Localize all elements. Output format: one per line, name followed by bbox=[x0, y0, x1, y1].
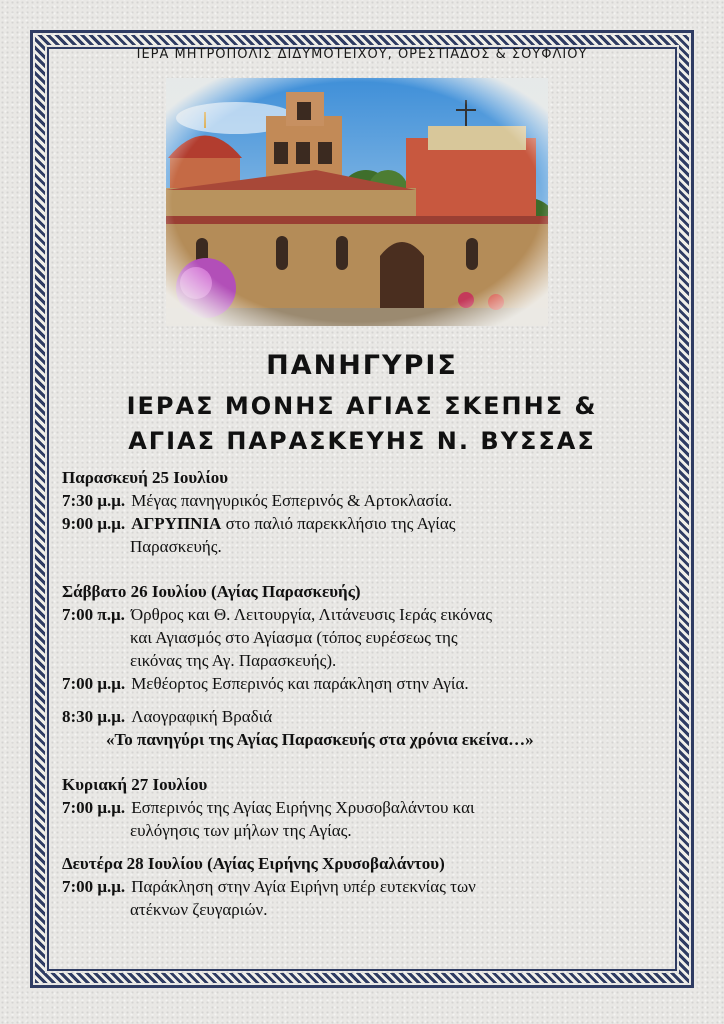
title-monastery: ΙΕΡΑΣ ΜΟΝΗΣ ΑΓΙΑΣ ΣΚΕΠΗΣ & bbox=[126, 392, 598, 420]
entry-text: Παράκληση στην Αγία Ειρήνη υπέρ ευτεκνίας των bbox=[131, 877, 476, 896]
entry-text: Μεθέορτος Εσπερινός και παράκληση στην Αγία. bbox=[131, 674, 469, 693]
schedule-entry bbox=[62, 672, 662, 695]
schedule-entry bbox=[62, 489, 662, 512]
entry-bold-text: ΑΓΡΥΠΝΙΑ bbox=[131, 514, 222, 533]
entry-time: 9:00 μ.μ. bbox=[62, 514, 126, 533]
entry-text: Εσπερινός της Αγίας Ειρήνης Χρυσοβαλάντου και bbox=[131, 798, 475, 817]
monastery-photo bbox=[166, 78, 548, 326]
entry-continuation: εικόνας της Αγ. Παρασκευής). bbox=[130, 651, 337, 670]
entry-text: Λαογραφική Βραδιά bbox=[131, 707, 273, 726]
entry-text-rest: στο παλιό παρεκκλήσιο της Αγίας bbox=[221, 514, 456, 533]
entry-time: 7:00 μ.μ. bbox=[62, 877, 126, 896]
day-heading: Παρασκευή 25 Ιουλίου bbox=[62, 468, 229, 487]
entry-text: Όρθρος και Θ. Λειτουργία, Λιτάνευσις Ιεράς εικόνας bbox=[130, 605, 493, 624]
entry-continuation: ευλόγησις των μήλων της Αγίας. bbox=[130, 821, 352, 840]
entry-text bbox=[131, 512, 662, 535]
title-panigyris: ΠΑΝΗΓΥΡΙΣ bbox=[266, 350, 458, 381]
title-location: ΑΓΙΑΣ ΠΑΡΑΣΚΕΥΗΣ Ν. ΒΥΣΣΑΣ bbox=[128, 427, 596, 455]
entry-continuation: και Αγιασμός στο Αγίασμα (τόπος ευρέσεως της bbox=[130, 628, 458, 647]
schedule bbox=[62, 466, 662, 921]
entry-time: 8:30 μ.μ. bbox=[62, 707, 126, 726]
entry-time: 7:00 π.μ. bbox=[62, 605, 125, 624]
day-heading: Δευτέρα 28 Ιουλίου (Αγίας Ειρήνης Χρυσοβαλάντου) bbox=[62, 854, 445, 873]
schedule-entry bbox=[62, 796, 662, 819]
entry-continuation: ατέκνων ζευγαριών. bbox=[130, 900, 268, 919]
schedule-entry bbox=[62, 875, 662, 898]
schedule-entry bbox=[62, 705, 662, 728]
day-heading: Σάββατο 26 Ιουλίου (Αγίας Παρασκευής) bbox=[62, 582, 361, 601]
schedule-entry bbox=[62, 603, 662, 626]
entry-text: Μέγας πανηγυρικός Εσπερινός & Αρτοκλασία. bbox=[131, 491, 453, 510]
metropolis-header: ΙΕΡΑ ΜΗΤΡΟΠΟΛΙΣ ΔΙΔΥΜΟΤΕΙΧΟΥ, ΟΡΕΣΤΙΑΔΟΣ & ΣΟΥΦΛΙΟΥ bbox=[136, 47, 588, 62]
entry-time: 7:30 μ.μ. bbox=[62, 491, 126, 510]
entry-time: 7:00 μ.μ. bbox=[62, 798, 126, 817]
entry-time: 7:00 μ.μ. bbox=[62, 674, 126, 693]
day-heading: Κυριακή 27 Ιουλίου bbox=[62, 775, 208, 794]
entry-continuation: Παρασκευής. bbox=[130, 537, 222, 556]
event-title-quote: «Το πανηγύρι της Αγίας Παρασκευής στα χρόνια εκείνα…» bbox=[106, 730, 534, 749]
schedule-entry bbox=[62, 512, 662, 535]
